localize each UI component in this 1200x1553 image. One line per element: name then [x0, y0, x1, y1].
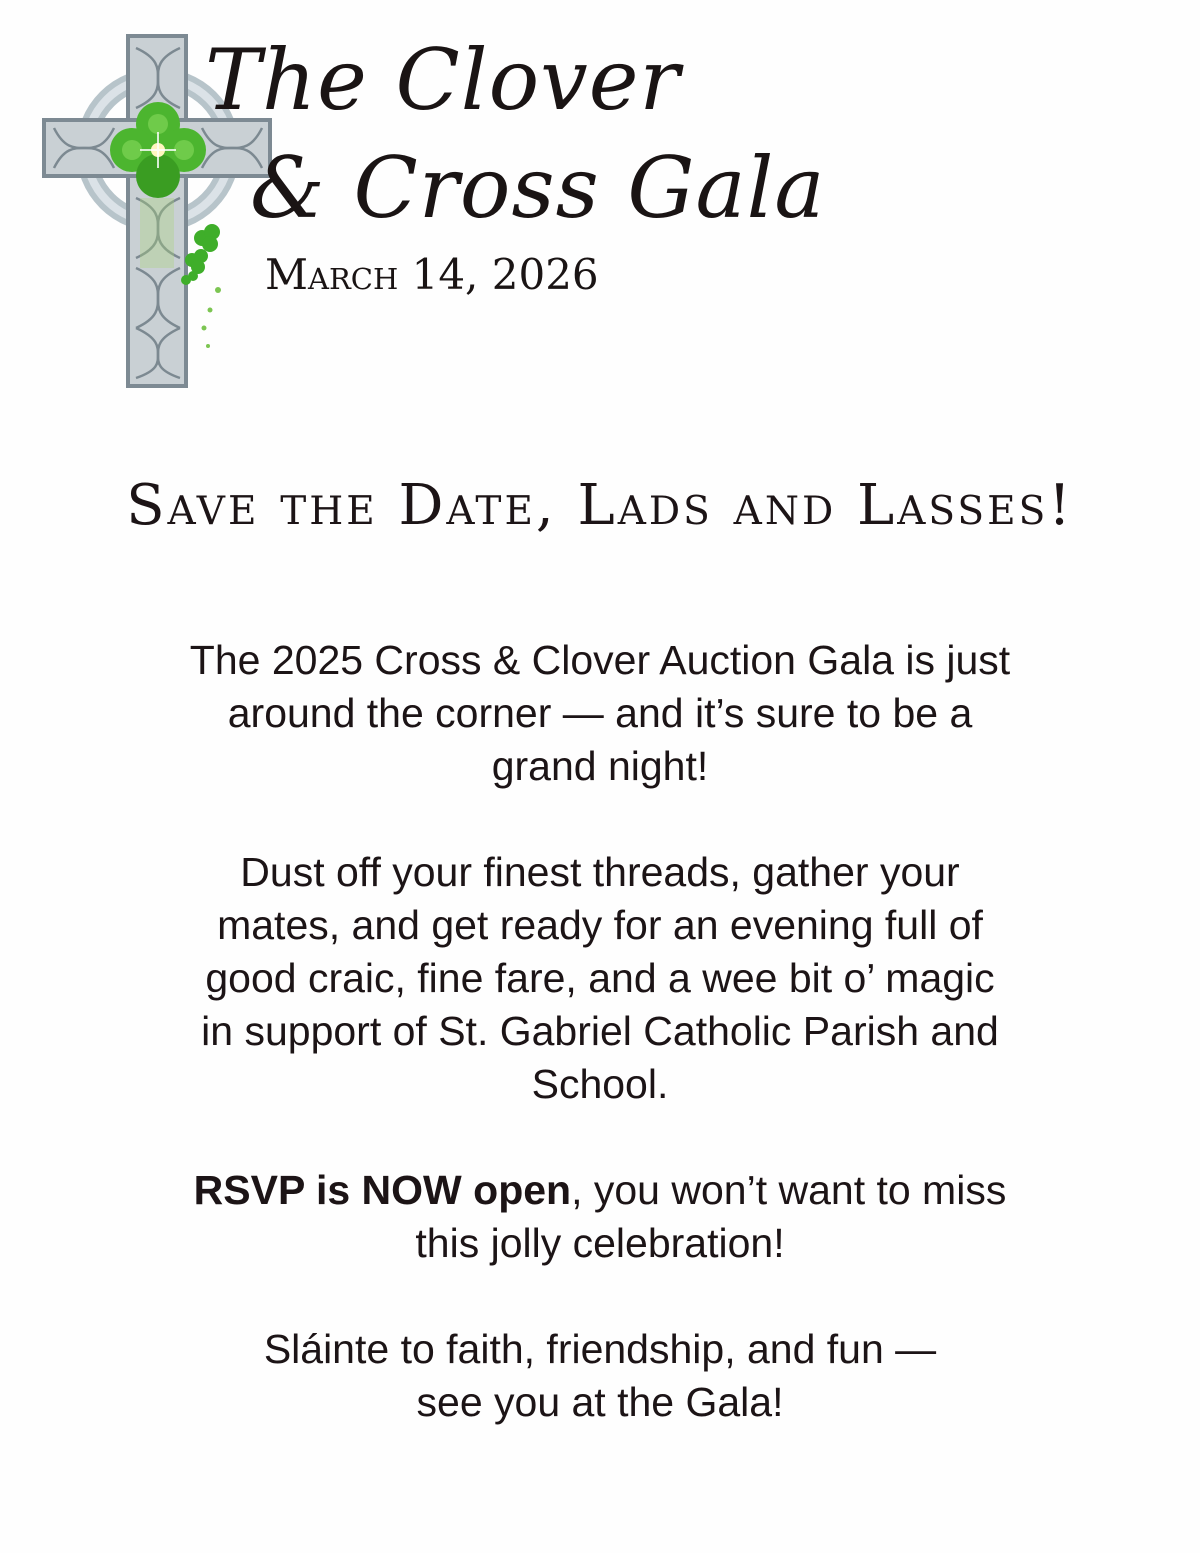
event-title-line-1: The Clover — [205, 31, 681, 129]
rsvp-line-2: this jolly celebration! — [415, 1220, 785, 1266]
intro-paragraph — [60, 634, 1140, 793]
details-line-5: School. — [531, 1061, 669, 1107]
intro-line-1: The 2025 Cross & Clover Auction Gala is just — [189, 637, 1011, 683]
closing-line-1: Sláinte to faith, friendship, and fun — — [263, 1326, 937, 1372]
rsvp-open-emphasis: RSVP is NOW open — [193, 1167, 572, 1213]
intro-line-2: around the corner — and it’s sure to be a — [227, 690, 973, 736]
rsvp-line-1 — [60, 1164, 1140, 1217]
event-title-line-2: & Cross Gala — [250, 139, 826, 237]
event-date: March 14, 2026 — [265, 250, 599, 299]
details-paragraph — [60, 846, 1140, 1111]
closing-paragraph — [60, 1323, 1140, 1429]
rsvp-paragraph — [60, 1164, 1140, 1270]
save-the-date-headline: Save the Date, Lads and Lasses! — [126, 473, 1074, 538]
intro-line-3: grand night! — [491, 743, 709, 789]
details-line-3: good craic, fine fare, and a wee bit o’ magic — [205, 955, 995, 1001]
closing-line-2: see you at the Gala! — [416, 1379, 784, 1425]
rsvp-line-1-rest: , you won’t want to miss — [571, 1167, 1007, 1213]
details-line-2: mates, and get ready for an evening full of — [217, 902, 983, 948]
details-line-4: in support of St. Gabriel Catholic Parish and — [201, 1008, 999, 1054]
details-line-1: Dust off your finest threads, gather your — [240, 849, 960, 895]
